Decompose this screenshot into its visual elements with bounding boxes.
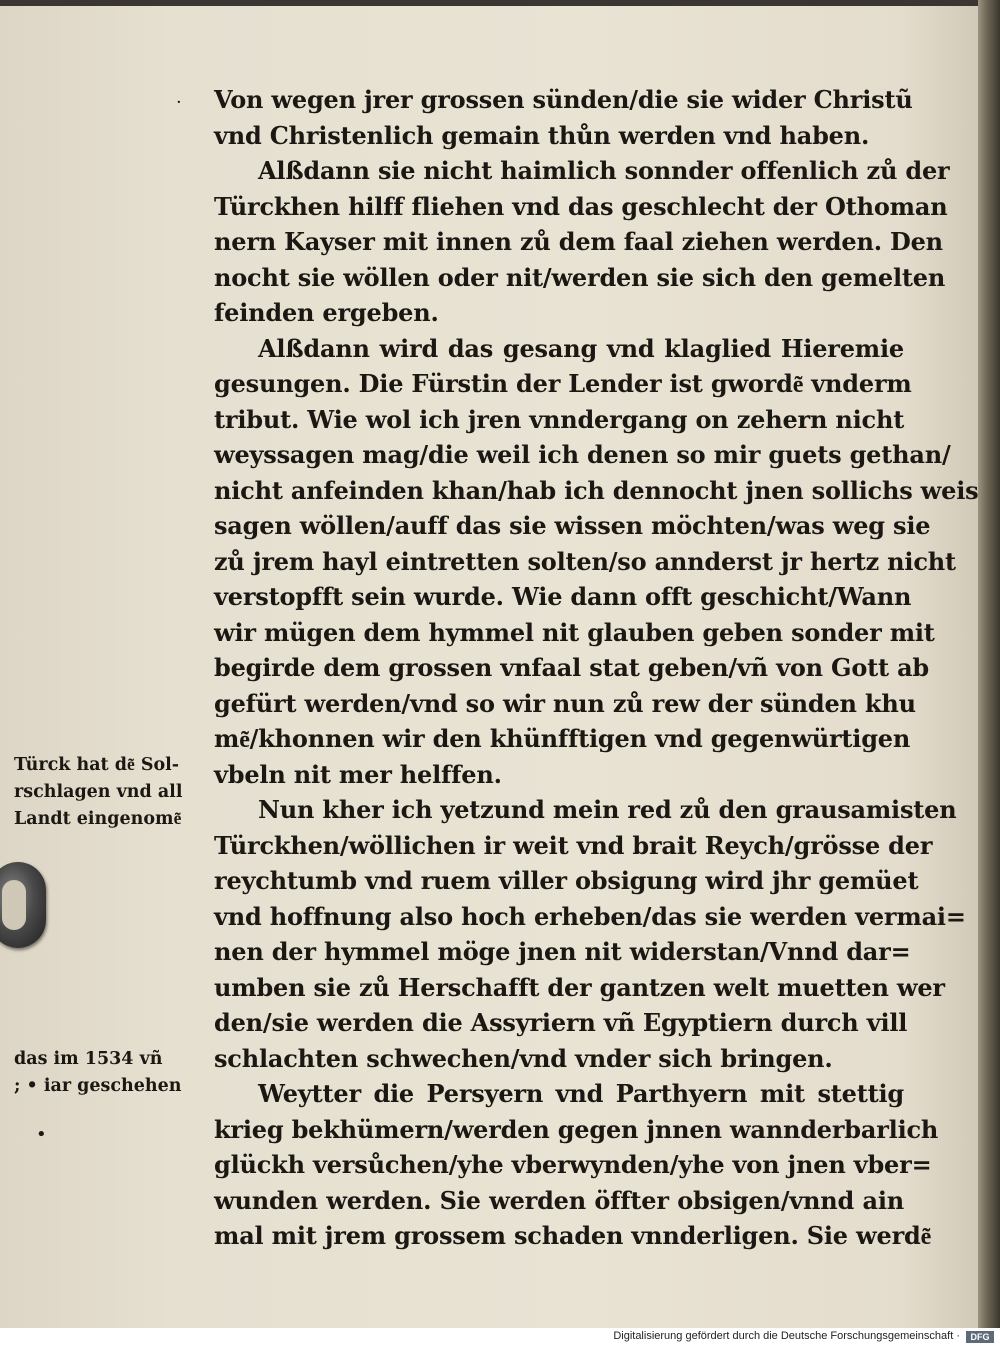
text-line: den/sie werden die Assyriern vñ Egyptiern durch vill <box>214 1008 908 1037</box>
marginal-note-line: ; • iar geschehen <box>14 1076 182 1096</box>
text-line: zů jrem hayl eintretten solten/so annderst jr hertz nicht <box>214 546 956 576</box>
text-line: gesungen. Die Fürstin der Lender ist gworde͂ vnderm <box>214 369 912 398</box>
clip-hole <box>2 880 26 930</box>
marginal-note-line: rschlagen vnd all <box>14 782 183 802</box>
text-line: schlachten schwechen/vnd vnder sich bringen. <box>214 1043 833 1073</box>
text-line: nocht sie wöllen oder nit/werden sie sich den gemelten <box>214 262 946 292</box>
marginal-note-line: Türck hat de͂ Sol- <box>14 755 180 775</box>
text-line: nern Kayser mit innen zů dem faal ziehen werden. Den <box>214 227 943 256</box>
text-line: tribut. Wie wol ich jren vnndergang on zehern nicht <box>214 404 905 434</box>
margin-mark-middle: • <box>36 1124 47 1145</box>
text-line: gefürt werden/vnd so wir nun zů rew der sünden khu <box>214 688 916 718</box>
page-top-edge <box>0 0 1000 6</box>
text-line: Weytter die Persyern vnd Parthyern mit stettig <box>258 1079 904 1108</box>
footer-bar <box>0 1328 1000 1347</box>
text-line: me͂/khonnen wir den khünfftigen vnd gegenwürtigen <box>214 724 911 753</box>
text-line: vnd Christenlich gemain thůn werden vnd haben. <box>214 120 870 150</box>
text-line: Von wegen jrer grossen sünden/die sie wider Christũ <box>214 85 913 114</box>
text-line: krieg bekhümern/werden gegen jnnen wannderbarlich <box>214 1114 939 1144</box>
book-binding-edge <box>978 0 1000 1328</box>
text-line: reychtumb vnd ruem viller obsigung wird jhr gemüet <box>214 866 919 895</box>
text-line: nen der hymmel möge jnen nit widerstan/Vnnd dar= <box>214 937 911 966</box>
marginal-note-line: Landt eingenome͂ <box>14 809 182 829</box>
marginal-note-year-1534 <box>14 1046 210 1100</box>
text-line: feinden ergeben. <box>214 298 439 327</box>
dfg-logo: DFG <box>966 1331 994 1343</box>
text-line: wir mügen dem hymmel nit glauben geben sonder mit <box>214 617 935 647</box>
text-line: umben sie zů Herschafft der gantzen welt muetten wer <box>214 972 945 1002</box>
marginal-note-turkish-conquest <box>14 752 210 833</box>
text-line: weyssagen mag/die weil ich denen so mir guets gethan/ <box>214 440 951 469</box>
text-line: vbeln nit mer helffen. <box>214 759 502 789</box>
text-line: Türckhen hilff fliehen vnd das geschlecht der Othoman <box>214 191 948 221</box>
text-line: begirde dem grossen vnfaal stat geben/vñ von Gott ab <box>214 653 930 682</box>
text-line: verstopfft sein wurde. Wie dann offt geschicht/Wann <box>214 582 912 611</box>
margin-mark-top: · <box>176 92 182 113</box>
text-line: Alßdann wird das gesang vnd klaglied Hieremie <box>258 333 904 363</box>
text-line: wunden werden. Sie werden öffter obsigen/vnnd ain <box>214 1185 904 1215</box>
main-text-block <box>214 82 979 1254</box>
text-line: Nun kher ich yetzund mein red zů den grausamisten <box>258 795 957 824</box>
marginal-note-line: das im 1534 vñ <box>14 1049 163 1069</box>
footer-credit-text: Digitalisierung gefördert durch die Deutsche Forschungsgemeinschaft · <box>613 1330 960 1342</box>
text-line: sagen wöllen/auff das sie wissen möchten/was weg sie <box>214 511 931 540</box>
text-line: glückh versůchen/yhe vberwynden/yhe von jnen vber= <box>214 1150 932 1179</box>
text-line: vnd hoffnung also hoch erheben/das sie werden vermai= <box>214 901 966 931</box>
text-line: mal mit jrem grossem schaden vnnderligen. Sie werde͂ <box>214 1221 932 1250</box>
metal-clip <box>0 862 46 948</box>
text-line: Alßdann sie nicht haimlich sonnder offenlich zů der <box>258 156 950 185</box>
text-line: nicht anfeinden khan/hab ich dennocht jnen sollichs weis <box>214 475 979 505</box>
text-line: Türckhen/wöllichen ir weit vnd brait Reych/grösse der <box>214 830 933 860</box>
